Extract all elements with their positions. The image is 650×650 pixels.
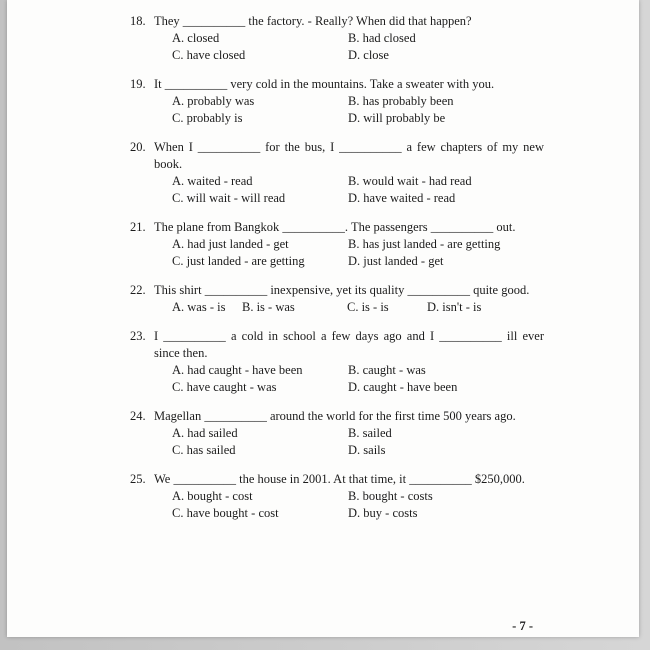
option-row (130, 488, 544, 505)
option: D. isn't - is (427, 300, 482, 314)
option-row (130, 362, 544, 379)
option: D. will probably be (348, 111, 446, 125)
option: A. had sailed (172, 426, 238, 440)
question-stem: When I __________ for the bus, I __________ a few chapters of my new book. (154, 140, 544, 171)
option-row (130, 190, 544, 207)
question-item (130, 328, 544, 396)
option: A. bought - cost (172, 489, 253, 503)
question-item (130, 219, 544, 270)
option: B. is - was (242, 300, 295, 314)
question-stem-row (130, 471, 544, 488)
question-number: 24. (130, 409, 146, 423)
option: B. caught - was (348, 363, 426, 377)
option: B. had closed (348, 31, 416, 45)
question-stem: They __________ the factory. - Really? When did that happen? (154, 14, 472, 28)
question-stem: It __________ very cold in the mountains. Take a sweater with you. (154, 77, 495, 91)
question-item (130, 471, 544, 522)
option-row (130, 253, 544, 270)
question-number: 20. (130, 140, 146, 154)
question-number: 18. (130, 14, 146, 28)
page-number: - 7 - (512, 619, 533, 633)
document-page (7, 0, 639, 637)
option: A. probably was (172, 94, 255, 108)
option-row (130, 30, 544, 47)
question-item (130, 408, 544, 459)
question-stem-row (130, 139, 544, 173)
question-stem-row (130, 408, 544, 425)
option: C. has sailed (172, 443, 236, 457)
option: B. has just landed - are getting (348, 237, 501, 251)
option: D. close (348, 48, 389, 62)
option: D. caught - have been (348, 380, 458, 394)
question-list (130, 13, 544, 534)
option-row (130, 173, 544, 190)
question-stem-row (130, 282, 544, 299)
option: D. sails (348, 443, 386, 457)
question-item (130, 139, 544, 207)
option: D. buy - costs (348, 506, 418, 520)
option-row (130, 47, 544, 64)
option-row (130, 505, 544, 522)
option-row (130, 236, 544, 253)
option: C. have caught - was (172, 380, 277, 394)
option: B. bought - costs (348, 489, 433, 503)
question-stem: Magellan __________ around the world for the first time 500 years ago. (154, 409, 516, 423)
option-row (130, 425, 544, 442)
option: C. is - is (347, 300, 389, 314)
option-row (130, 379, 544, 396)
option: D. just landed - get (348, 254, 444, 268)
question-stem: The plane from Bangkok __________. The passengers __________ out. (154, 220, 516, 234)
option: A. had caught - have been (172, 363, 303, 377)
option-row (130, 93, 544, 110)
question-stem-row (130, 328, 544, 362)
question-stem-row (130, 76, 544, 93)
option: B. would wait - had read (348, 174, 472, 188)
option-row (130, 110, 544, 127)
option: A. closed (172, 31, 220, 45)
question-stem: This shirt __________ inexpensive, yet its quality __________ quite good. (154, 283, 530, 297)
option-row (130, 442, 544, 459)
option: C. have bought - cost (172, 506, 279, 520)
question-stem: I __________ a cold in school a few days ago and I __________ ill ever since then. (154, 329, 544, 360)
option: C. probably is (172, 111, 243, 125)
option: A. was - is (172, 300, 226, 314)
option: C. will wait - will read (172, 191, 286, 205)
question-stem: We __________ the house in 2001. At that time, it __________ $250,000. (154, 472, 525, 486)
option: B. sailed (348, 426, 392, 440)
question-number: 22. (130, 283, 146, 297)
question-item (130, 282, 544, 316)
question-number: 19. (130, 77, 146, 91)
option: A. had just landed - get (172, 237, 289, 251)
question-stem-row (130, 219, 544, 236)
option: B. has probably been (348, 94, 454, 108)
question-number: 21. (130, 220, 146, 234)
question-number: 23. (130, 329, 146, 343)
question-number: 25. (130, 472, 146, 486)
option: C. just landed - are getting (172, 254, 305, 268)
question-stem-row (130, 13, 544, 30)
option: A. waited - read (172, 174, 253, 188)
question-item (130, 13, 544, 64)
option: D. have waited - read (348, 191, 456, 205)
option: C. have closed (172, 48, 246, 62)
option-row (130, 299, 544, 316)
question-item (130, 76, 544, 127)
